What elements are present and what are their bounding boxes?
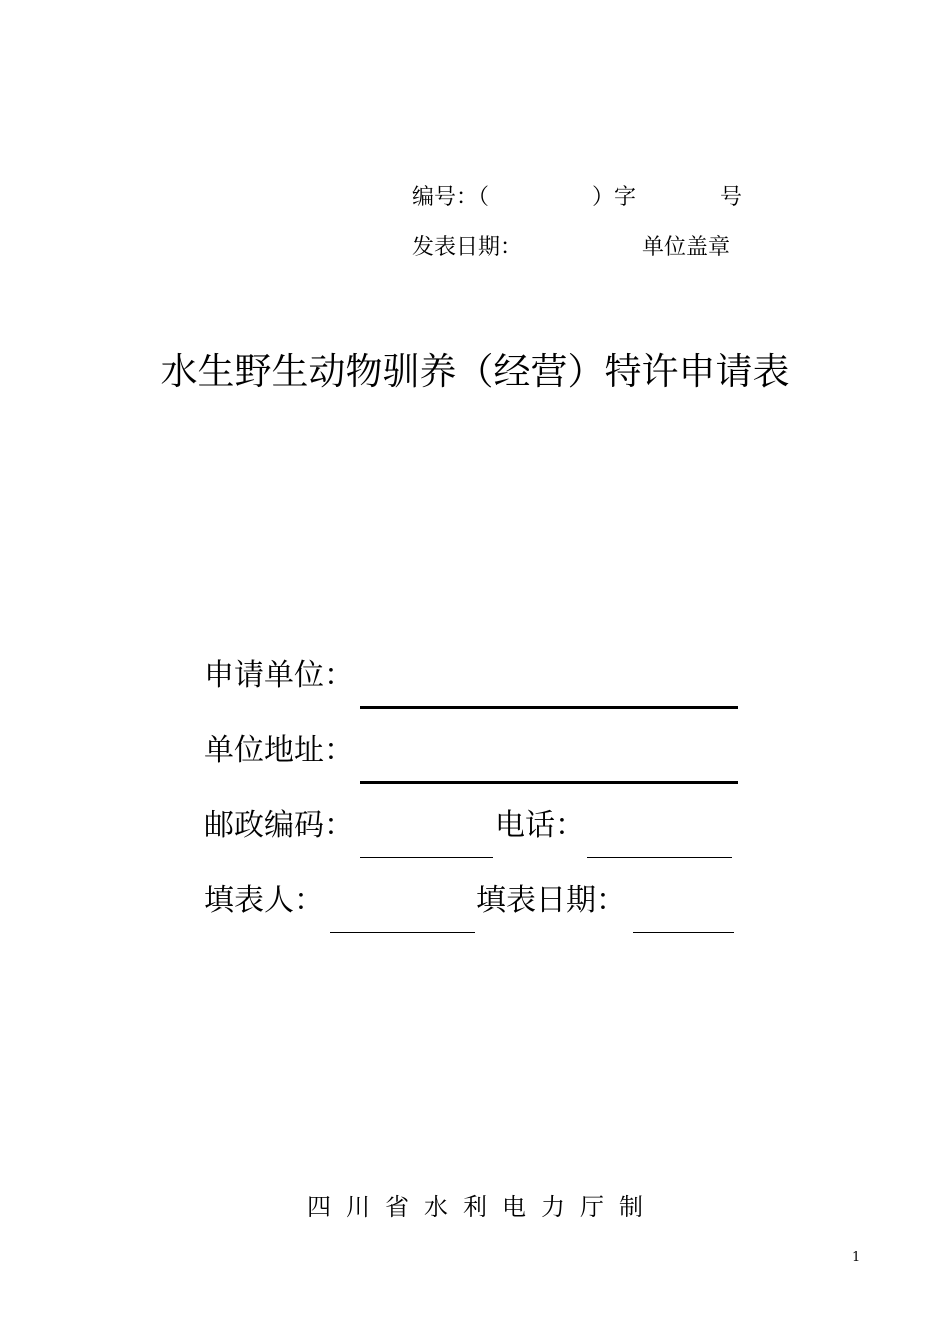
postcode-label: 邮政编码： <box>204 808 354 843</box>
phone-field[interactable] <box>587 857 732 858</box>
filler-field[interactable] <box>330 932 475 933</box>
applicant-field[interactable] <box>360 706 738 709</box>
issuer-text: 四川省水利电力厅制 <box>307 1193 658 1221</box>
postcode-field[interactable] <box>360 857 493 858</box>
address-field[interactable] <box>360 781 738 784</box>
serial-number-label: 编号：（ <box>412 185 490 210</box>
phone-label: 电话： <box>495 808 585 843</box>
fill-date-label: 填表日期： <box>476 883 626 918</box>
address-label: 单位地址： <box>204 733 354 768</box>
applicant-label: 申请单位： <box>204 658 354 693</box>
page-number: 1 <box>852 1250 861 1265</box>
issue-date-label: 发表日期： <box>412 235 523 260</box>
serial-zi-label: ）字 <box>592 185 637 210</box>
filler-label: 填表人： <box>204 883 324 918</box>
page-title: 水生野生动物驯养（经营）特许申请表 <box>160 350 790 393</box>
unit-seal-label: 单位盖章 <box>642 235 731 260</box>
serial-hao-label: 号 <box>720 185 743 210</box>
fill-date-field[interactable] <box>633 932 734 933</box>
